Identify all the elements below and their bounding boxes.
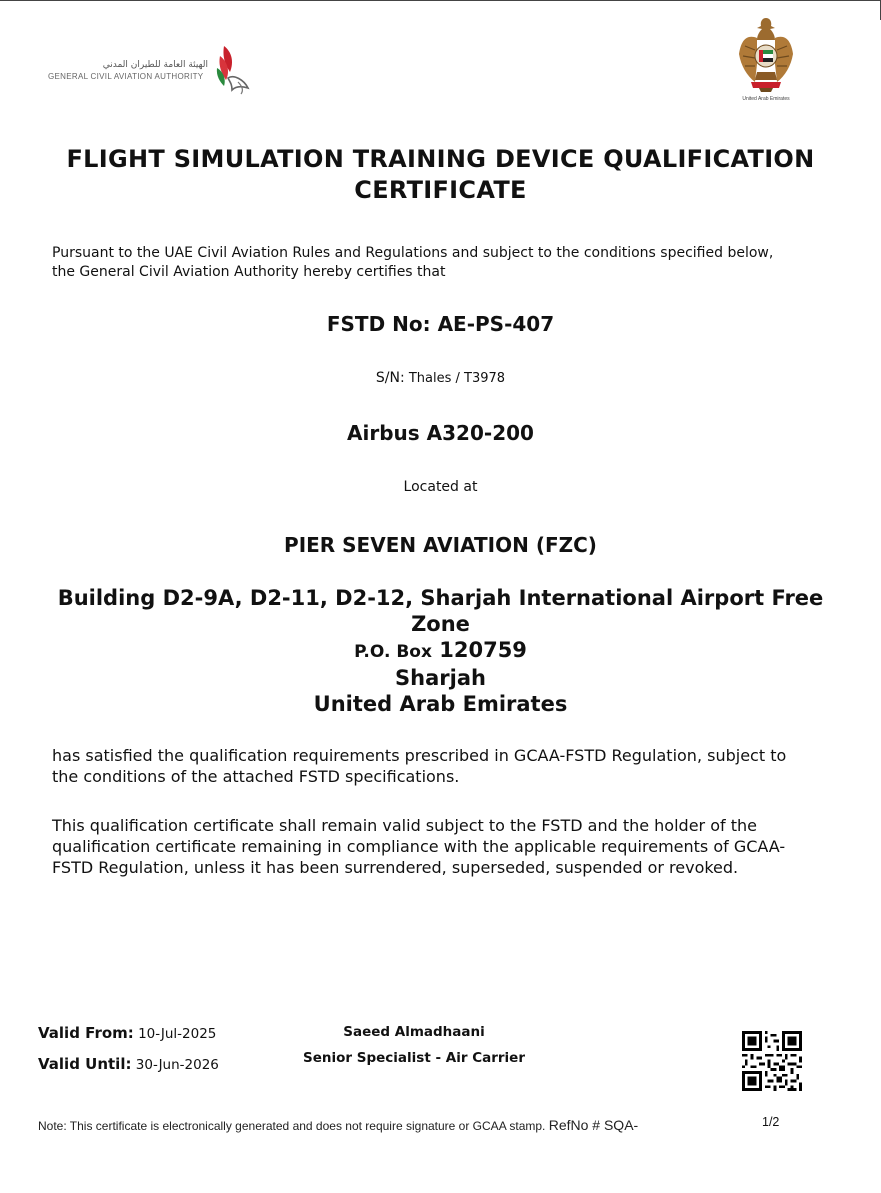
ref-label: RefNo # — [548, 1117, 601, 1133]
gcaa-logo — [46, 34, 256, 104]
po-box-label: P.O. Box — [354, 642, 432, 662]
valid-from-value: 10-Jul-2025 — [138, 1026, 217, 1042]
title-line-1: FLIGHT SIMULATION TRAINING DEVICE QUALIFICATION — [66, 145, 815, 173]
uae-falcon-emblem-icon — [735, 14, 797, 94]
intro-line-2: the General Civil Aviation Authority hereby certifies that — [52, 264, 446, 280]
validity-paragraph — [52, 815, 822, 878]
page-number: 1/2 — [762, 1115, 780, 1129]
statement-paragraph — [52, 745, 822, 787]
signer-title: Senior Specialist - Air Carrier — [303, 1050, 525, 1066]
title-line-2: CERTIFICATE — [354, 176, 527, 204]
valid-until — [38, 1055, 219, 1073]
intro-line-1: Pursuant to the UAE Civil Aviation Rules and Regulations and subject to the conditions specified below, — [52, 245, 774, 261]
po-box-number: 120759 — [439, 638, 527, 662]
ref-value: SQA- — [603, 1117, 639, 1133]
ref-number — [549, 1117, 638, 1133]
gcaa-name-arabic: الهيئة العامة للطيران المدني — [102, 60, 208, 70]
certificate-title — [40, 144, 841, 206]
top-border-line — [0, 0, 881, 1]
serial-number — [40, 370, 841, 386]
validity-line-1: This qualification certificate shall remain valid subject to the FSTD and the holder of the — [52, 816, 757, 835]
uae-emblem — [735, 14, 797, 106]
statement-line-2: the conditions of the attached FSTD specifications. — [52, 767, 460, 786]
city: Sharjah — [395, 666, 486, 690]
footer-note — [38, 1117, 638, 1133]
validity-line-3: FSTD Regulation, unless it has been surrendered, superseded, suspended or revoked. — [52, 858, 739, 877]
located-label: Located at — [403, 479, 478, 495]
po-box — [40, 637, 841, 665]
gcaa-falcon-icon — [214, 42, 254, 100]
valid-from-label: Valid From: — [38, 1024, 134, 1042]
valid-until-label: Valid Until: — [38, 1055, 132, 1073]
intro-paragraph — [52, 244, 822, 282]
signer-name: Saeed Almadhaani — [343, 1024, 485, 1040]
address-line-1: Building D2-9A, D2-11, D2-12, Sharjah International Airport Free — [57, 586, 824, 610]
valid-until-value: 30-Jun-2026 — [135, 1057, 219, 1073]
gcaa-name-english: GENERAL CIVIL AVIATION AUTHORITY — [48, 72, 204, 81]
country: United Arab Emirates — [313, 692, 568, 716]
validity-line-2: qualification certificate remaining in compliance with the applicable requirements of GCAA- — [52, 837, 786, 856]
company-name: PIER SEVEN AVIATION (FZC) — [284, 533, 597, 557]
address-line-2: Zone — [411, 612, 470, 636]
note-text: Note: This certificate is electronically generated and does not require signature or GCAA stamp. — [38, 1119, 546, 1133]
sn-value: Thales / T3978 — [408, 371, 506, 386]
sn-label: S/N: — [375, 370, 405, 386]
fstd-number: FSTD No: AE-PS-407 — [326, 312, 555, 336]
company-address — [40, 585, 841, 717]
emblem-caption: United Arab Emirates — [742, 96, 790, 102]
statement-line-1: has satisfied the qualification requirements prescribed in GCAA-FSTD Regulation, subject to — [52, 746, 787, 765]
valid-from — [38, 1024, 216, 1042]
qr-code-icon — [742, 1031, 802, 1091]
aircraft-model: Airbus A320-200 — [347, 421, 534, 445]
